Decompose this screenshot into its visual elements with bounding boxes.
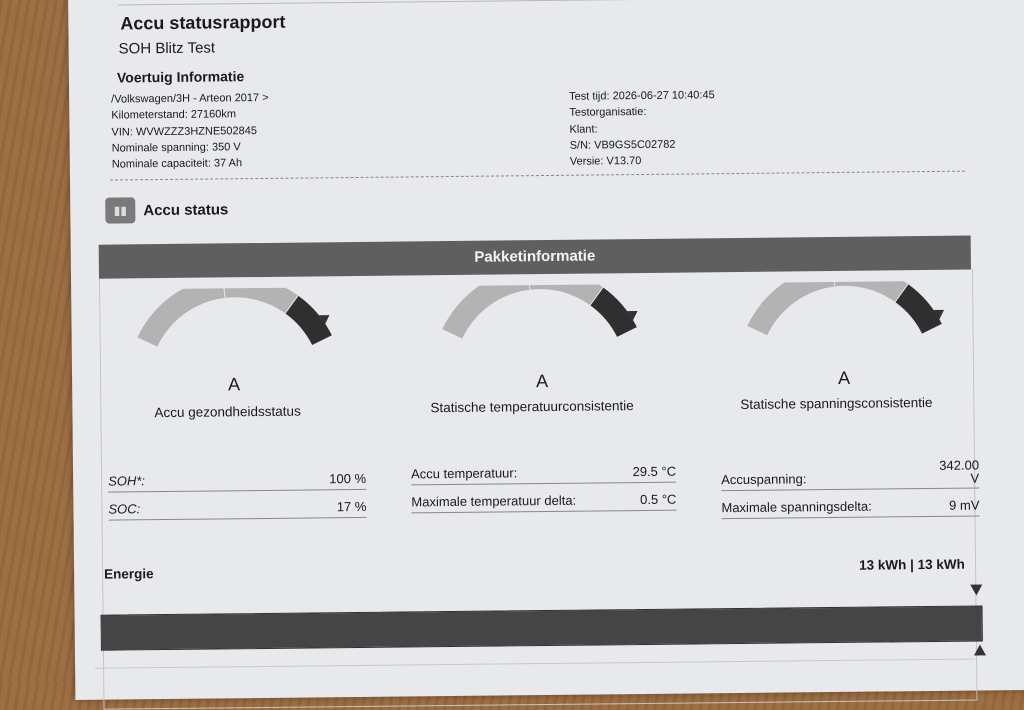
soc-label: SOC:: [108, 501, 141, 517]
test-serial: S/N: VB9GS5C02782: [569, 138, 676, 152]
energy-value: 13 kWh | 13 kWh: [858, 556, 965, 573]
battery-icon: ▮▮: [105, 197, 135, 223]
gauge-segment-high: [895, 284, 942, 334]
soh-label: SOH*:: [108, 473, 146, 489]
temp-delta-row: [411, 485, 676, 514]
report-title: Accu statusrapport: [120, 11, 286, 34]
report-page: [68, 0, 1024, 700]
test-time: Test tijd: 2026-06-27 10:40:45: [569, 89, 715, 103]
voltage-label: Accuspanning:: [721, 471, 807, 488]
gauge-temperature: [442, 281, 638, 339]
gauge-temperature-label: Statische temperatuurconsistentie: [430, 398, 634, 416]
temp-label: Accu temperatuur:: [411, 465, 518, 482]
voltage-delta-row: [721, 490, 979, 519]
gauge-voltage-grade: A: [837, 367, 851, 388]
voltage-row: [721, 450, 979, 491]
vehicle-nominal-capacity: Nominale capaciteit: 37 Ah: [111, 157, 243, 171]
gauge-segment-mid: [833, 281, 908, 303]
test-customer: Klant:: [569, 123, 598, 136]
gauge-segment-low: [747, 281, 835, 336]
vehicle-info-heading: Voertuig Informatie: [116, 68, 245, 86]
gauge-segment-low: [137, 281, 225, 347]
temp-delta-label: Maximale temperatuur delta:: [411, 492, 577, 510]
voltage-delta-value: 9 mV: [949, 497, 980, 513]
voltage-delta-label: Maximale spanningsdelta:: [721, 498, 872, 516]
gauge-health: [137, 281, 332, 347]
gauge-temperature-grade: A: [536, 370, 549, 392]
soh-value: 100 %: [329, 470, 367, 487]
test-info-list: [569, 87, 715, 170]
temp-row: [411, 457, 676, 486]
vehicle-mileage: Kilometerstand: 27160km: [111, 108, 237, 122]
vehicle-model: /Volkswagen/3H - Arteon 2017 >: [111, 91, 269, 106]
voltage-value: 342.00: [939, 457, 980, 473]
accu-status-header: [105, 196, 228, 223]
vehicle-nominal-voltage: Nominale spanning: 350 V: [111, 141, 241, 155]
energy-label: Energie: [104, 566, 154, 582]
report-subtitle: SOH Blitz Test: [118, 39, 216, 58]
accu-status-title: Accu status: [143, 200, 229, 219]
top-rule: [118, 0, 938, 5]
gauge-health-grade: A: [228, 374, 241, 395]
gauge-segment-mid: [528, 281, 603, 306]
voltage-value-group: [939, 458, 979, 484]
gauge-health-label: Accu gezondheidsstatus: [154, 403, 301, 421]
packet-info-bar: Pakketinformatie: [99, 236, 971, 279]
test-version: Versie: V13.70: [569, 155, 642, 168]
energy-marker-bottom-icon: [974, 644, 986, 655]
test-organisation: Testorganisatie:: [569, 106, 647, 120]
voltage-unit: V: [970, 470, 980, 486]
soc-row: [108, 492, 366, 521]
dashed-divider: [110, 171, 965, 181]
temp-delta-value: 0.5 °C: [640, 491, 677, 508]
energy-marker-top-icon: [970, 584, 982, 595]
vehicle-vin: VIN: WVWZZZ3HZNE502845: [111, 124, 258, 139]
gauge-voltage-label: Statische spanningsconsistentie: [740, 394, 933, 412]
gauge-voltage: [747, 281, 945, 336]
vehicle-info-list: [111, 90, 269, 173]
soc-value: 17 %: [336, 498, 367, 515]
gauge-segment-low: [442, 281, 530, 339]
soh-row: [108, 464, 366, 493]
temp-value: 29.5 °C: [632, 463, 677, 480]
